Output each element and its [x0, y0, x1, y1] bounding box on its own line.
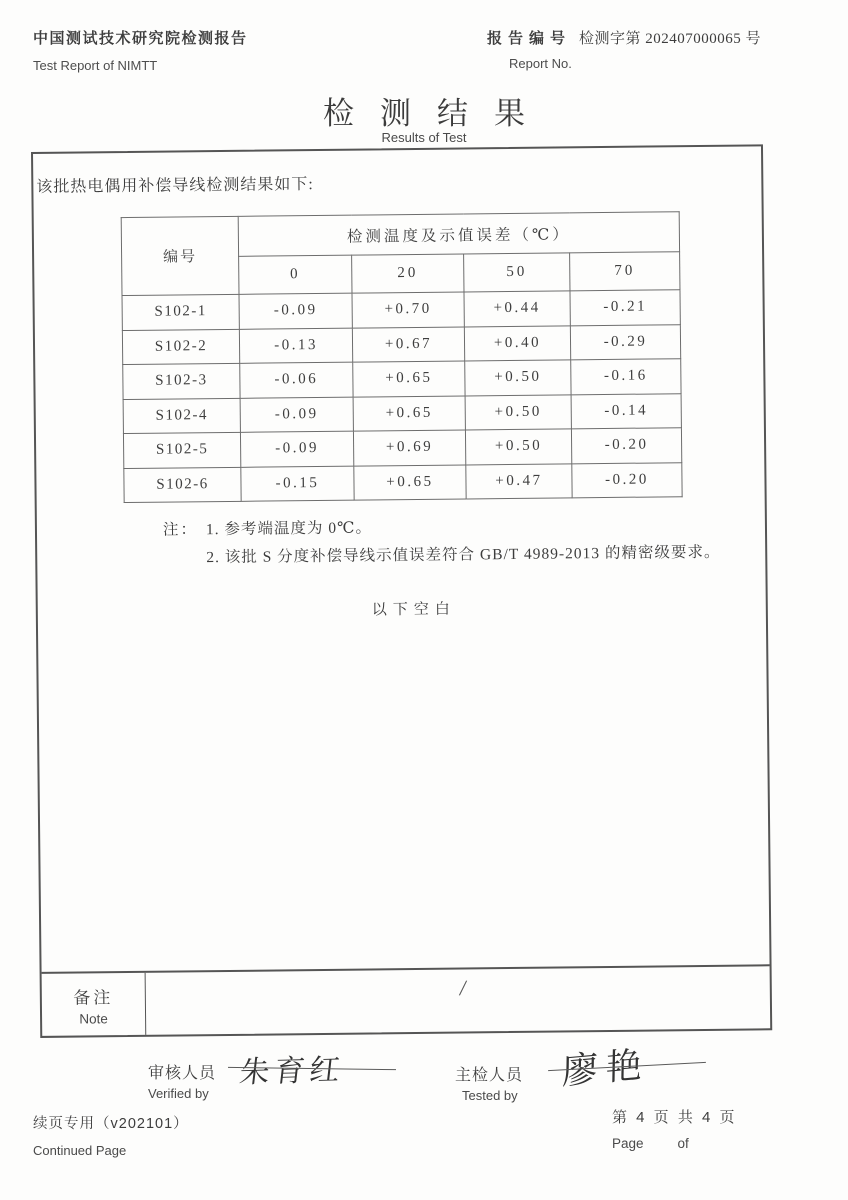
table-header-group: 检测温度及示值误差（℃） [238, 212, 679, 257]
table-row [123, 393, 681, 433]
error-value-cell: -0.21 [570, 290, 680, 326]
page-label: Page [612, 1136, 644, 1151]
of-label: of [677, 1136, 689, 1151]
note-item-1: 1. 参考端温度为 0℃。 [205, 519, 373, 539]
error-value-cell: +0.50 [465, 394, 571, 430]
table-header-temp-0: 0 [239, 255, 352, 294]
tested-by-signature: 廖艳 [561, 1044, 651, 1092]
verified-by-label-zh: 审核人员 [148, 1065, 217, 1082]
content-border-box [31, 144, 772, 1038]
error-value-cell: +0.65 [353, 395, 465, 431]
remark-row [42, 964, 771, 1036]
table-header-temp-70: 70 [570, 252, 680, 291]
table-header-id: 编号 [121, 216, 239, 295]
row-id-cell: S102-1 [122, 294, 239, 330]
error-value-cell: +0.65 [354, 464, 466, 500]
table-row [123, 359, 681, 399]
report-header-left [33, 27, 248, 73]
error-value-cell: -0.20 [572, 462, 682, 498]
page-number-zh: 第 4 页 共 4 页 [612, 1109, 738, 1126]
page-title-en: Results of Test [381, 130, 467, 145]
notes-block [163, 511, 721, 573]
report-number-block [487, 27, 761, 71]
report-no-label-zh: 报告编号 [487, 30, 572, 47]
remark-label-zh: 备注 [73, 987, 114, 1008]
footer-left [33, 1112, 189, 1158]
error-value-cell: -0.15 [241, 466, 354, 502]
report-no-label-en: Report No. [509, 56, 572, 71]
error-value-cell: +0.65 [353, 361, 465, 397]
table-row [123, 428, 681, 468]
row-id-cell: S102-4 [123, 398, 240, 434]
intro-text: 该批热电偶用补偿导线检测结果如下: [36, 176, 314, 196]
verified-by-label-en: Verified by [148, 1086, 209, 1101]
error-value-cell: +0.67 [352, 326, 464, 362]
error-value-cell: -0.09 [240, 431, 353, 467]
error-value-cell: +0.70 [352, 292, 464, 328]
continued-page-label-zh: 续页专用（v202101） [33, 1116, 189, 1132]
row-id-cell: S102-3 [123, 363, 240, 399]
error-value-cell: +0.40 [464, 325, 570, 361]
table-header-temp-50: 50 [464, 253, 570, 292]
footer-page-number [612, 1106, 737, 1151]
remark-content-cell [146, 966, 771, 1035]
tested-by-label-zh: 主检人员 [455, 1067, 524, 1084]
row-id-cell: S102-6 [124, 467, 241, 503]
error-value-cell: +0.47 [466, 463, 572, 499]
error-value-cell: -0.09 [239, 293, 352, 329]
error-value-cell: -0.29 [570, 324, 680, 360]
verified-by-signature: 朱育红 [237, 1053, 347, 1090]
blank-below-text: 以下空白 [371, 601, 456, 619]
report-no-value: 检测字第 202407000065 号 [579, 31, 762, 47]
results-table [121, 211, 683, 503]
notes-label: 注： [162, 521, 199, 539]
continued-page-label-en: Continued Page [33, 1143, 127, 1158]
error-value-cell: -0.16 [571, 359, 681, 395]
error-value-cell: -0.06 [240, 362, 353, 398]
error-value-cell: -0.14 [571, 393, 681, 429]
remark-label-en: Note [79, 1010, 108, 1027]
error-value-cell: +0.50 [465, 429, 571, 465]
error-value-cell: -0.13 [239, 328, 352, 364]
org-title-en: Test Report of NIMTT [33, 58, 158, 73]
note-item-2: 2. 该批 S 分度补偿导线示值误差符合 GB/T 4989-2013 的精密级要求。 [206, 543, 721, 567]
error-value-cell: -0.09 [240, 397, 353, 433]
table-row [124, 462, 682, 502]
error-value-cell: -0.20 [571, 428, 681, 464]
table-row [122, 324, 680, 364]
remark-label-cell [42, 973, 147, 1036]
row-id-cell: S102-2 [122, 329, 239, 365]
remark-slash: / [458, 975, 468, 1001]
error-value-cell: +0.69 [353, 430, 465, 466]
error-value-cell: +0.50 [465, 360, 571, 396]
table-row [122, 290, 680, 330]
table-header-temp-20: 20 [352, 254, 464, 293]
tested-by-label-en: Tested by [462, 1088, 518, 1103]
org-title-zh: 中国测试技术研究院检测报告 [33, 30, 248, 47]
row-id-cell: S102-5 [123, 432, 240, 468]
error-value-cell: +0.44 [464, 291, 570, 327]
page-title: 检测结果 [323, 96, 551, 131]
